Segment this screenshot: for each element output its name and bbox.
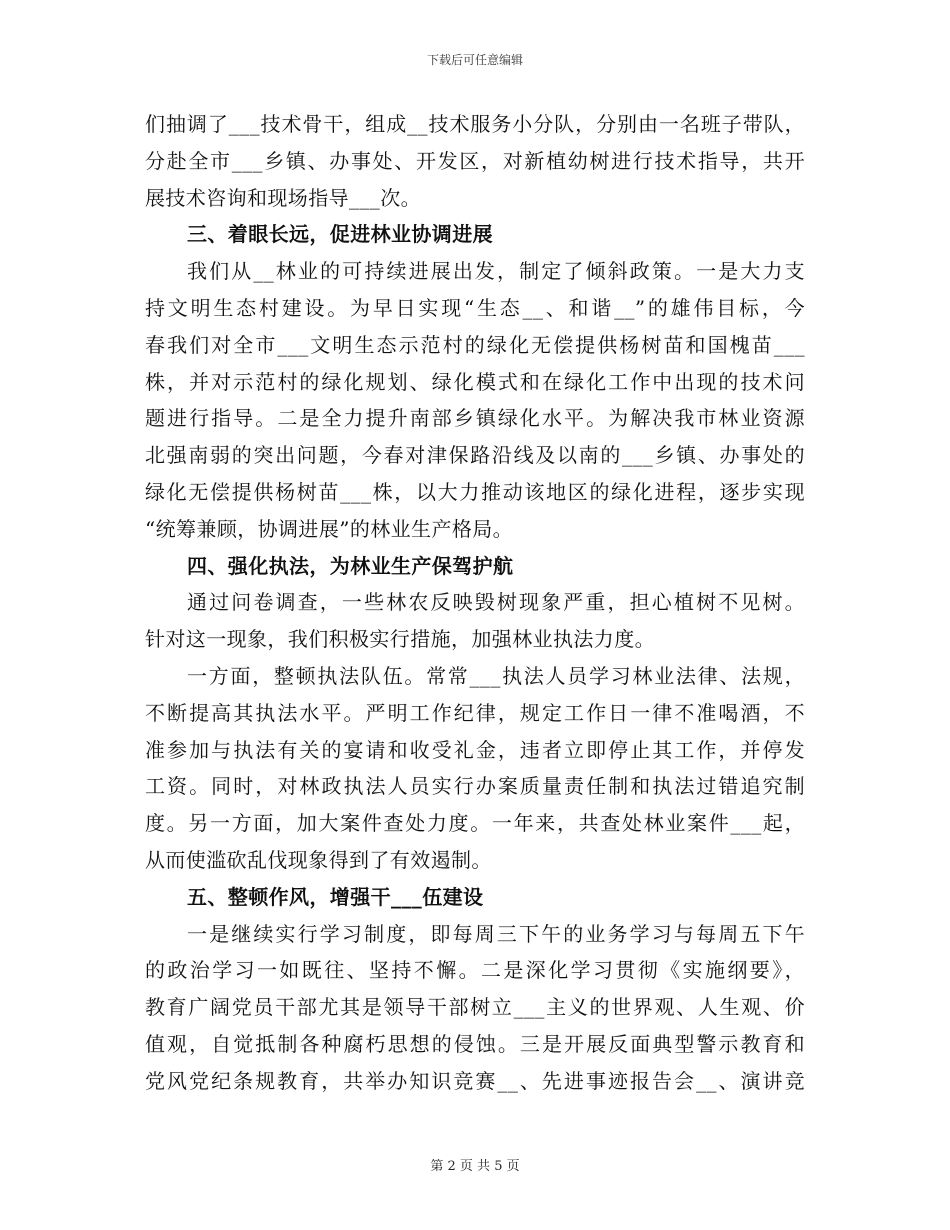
text-line: 值观，自觉抵制各种腐朽思想的侵蚀。三是开展反面典型警示教育和 xyxy=(145,1031,805,1056)
text-line: 一是继续实行学习制度，即每周三下午的业务学习与每周五下午 xyxy=(187,921,805,946)
text-line: 我们从__林业的可持续进展出发，制定了倾斜政策。一是大力支 xyxy=(187,259,805,284)
text-line: “统筹兼顾，协调进展”的林业生产格局。 xyxy=(145,516,514,541)
document-body xyxy=(145,106,805,1100)
text-line: 从而使滥砍乱伐现象得到了有效遏制。 xyxy=(145,847,492,872)
text-line: 分赴全市___乡镇、办事处、开发区，对新植幼树进行技术指导，共开 xyxy=(145,148,805,173)
text-line: 度。另一方面，加大案件查处力度。一年来，共查处林业案件___起， xyxy=(145,811,805,836)
text-line: 绿化无偿提供杨树苗___株，以大力推动该地区的绿化进程，逐步实现 xyxy=(145,479,805,504)
page-number: 第 2 页 共 5 页 xyxy=(430,1159,520,1174)
text-line: 一方面，整顿执法队伍。常常___执法人员学习林业法律、法规， xyxy=(187,663,805,688)
text-line: 针对这一现象，我们积极实行措施，加强林业执法力度。 xyxy=(145,627,655,652)
section-heading: 四、强化执法，为林业生产保驾护航 xyxy=(187,553,514,578)
section-heading: 五、整顿作风，增强干___伍建设 xyxy=(187,884,484,909)
text-line: 通过问卷调查，一些林农反映毁树现象严重，担心植树不见树。 xyxy=(187,590,805,615)
text-line: 教育广阔党员干部尤其是领导干部树立___主义的世界观、人生观、价 xyxy=(145,995,805,1020)
text-line: 春我们对全市___文明生态示范村的绿化无偿提供杨树苗和国槐苗___ xyxy=(145,332,805,357)
text-line: 准参加与执法有关的宴请和收受礼金，违者立即停止其工作，并停发 xyxy=(145,737,805,762)
text-line: 不断提高其执法水平。严明工作纪律，规定工作日一律不准喝酒，不 xyxy=(145,700,805,725)
text-line: 们抽调了___技术骨干，组成__技术服务小分队，分别由一名班子带队， xyxy=(145,112,805,136)
text-line: 题进行指导。二是全力提升南部乡镇绿化水平。为解决我市林业资源 xyxy=(145,406,805,431)
text-line: 株，并对示范村的绿化规划、绿化模式和在绿化工作中出现的技术问 xyxy=(145,369,805,394)
text-line: 的政治学习一如既往、坚持不懈。二是深化学习贯彻《实施纲要》， xyxy=(145,958,805,983)
text-line: 北强南弱的突出问题，今春对津保路沿线及以南的___乡镇、办事处的 xyxy=(145,443,805,468)
page-header: 下载后可任意编辑 xyxy=(426,53,523,67)
section-heading: 三、着眼长远，促进林业协调进展 xyxy=(187,222,493,247)
text-line: 持文明生态村建设。为早日实现“生态__、和谐__”的雄伟目标，今 xyxy=(145,295,805,320)
text-line: 工资。同时，对林政执法人员实行办案质量责任制和执法过错追究制 xyxy=(145,774,805,799)
text-line: 党风党纪条规教育，共举办知识竞赛__、先进事迹报告会__、演讲竞 xyxy=(145,1068,805,1093)
text-line: 展技术咨询和现场指导___次。 xyxy=(145,185,421,210)
